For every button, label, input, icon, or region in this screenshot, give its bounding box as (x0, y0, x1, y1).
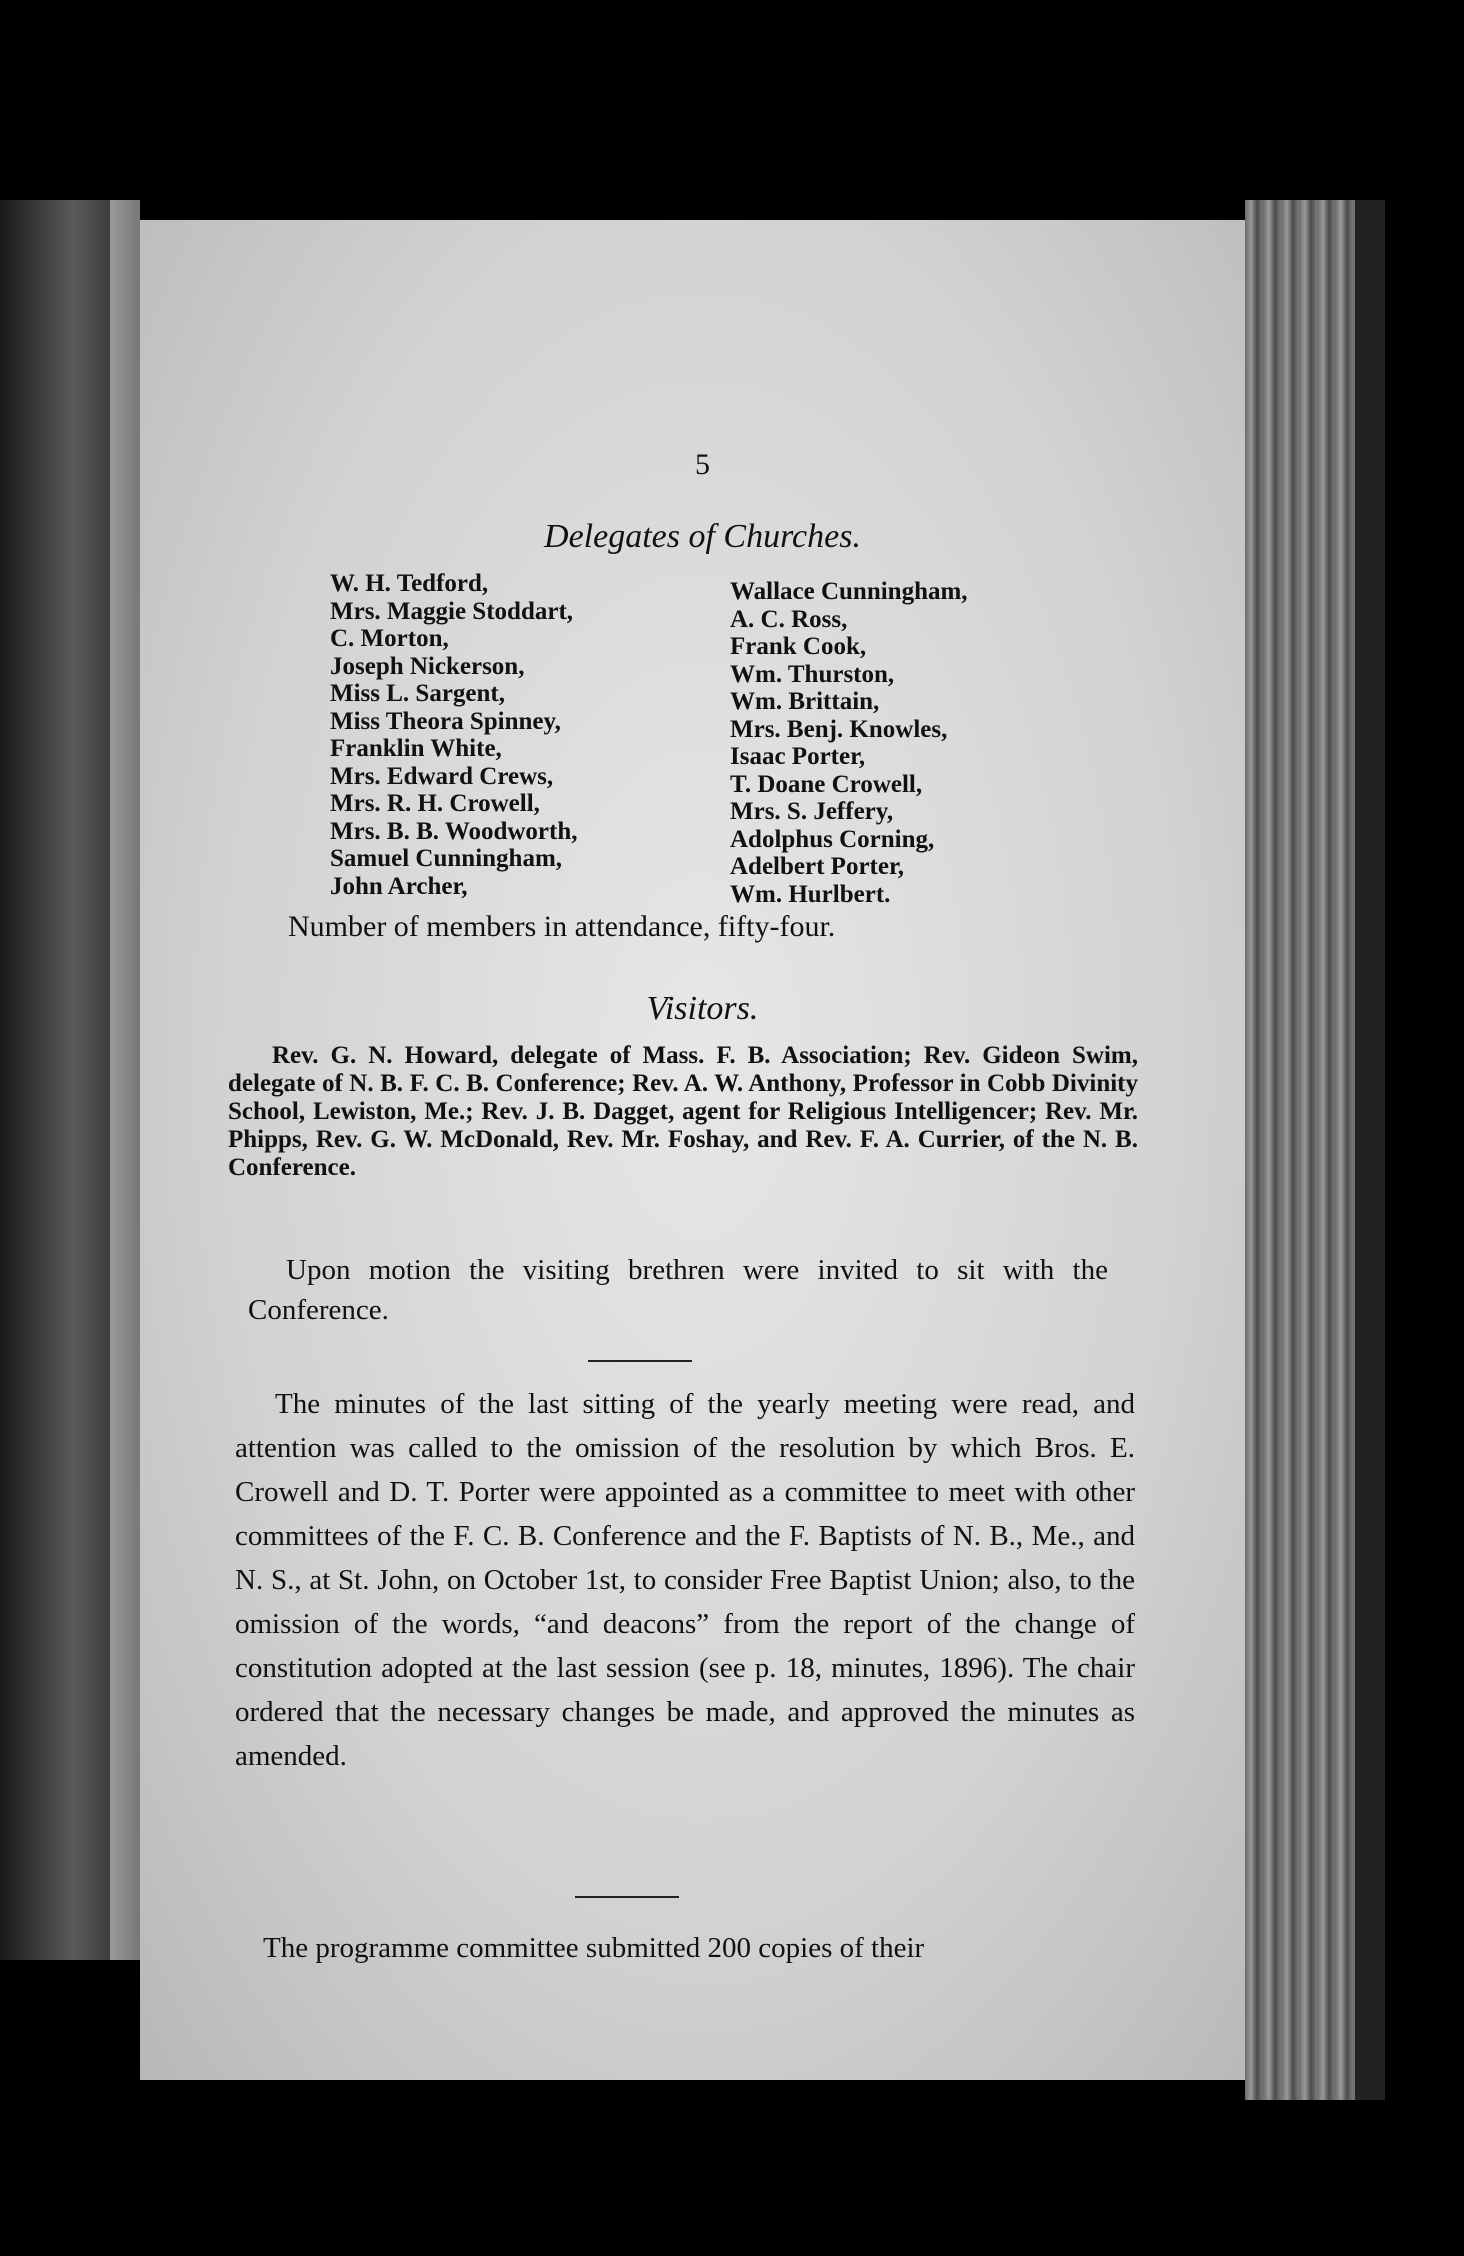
delegate-name: Adolphus Corning, (730, 825, 935, 853)
delegate-name: T. Doane Crowell, (730, 770, 923, 798)
binding-shadow (1355, 200, 1385, 2100)
delegate-name: Miss L. Sargent, (330, 680, 505, 707)
delegate-name: John Archer, (330, 872, 468, 900)
delegate-name: A. C. Ross, (730, 605, 848, 633)
delegate-name: Mrs. Edward Crews, (330, 762, 554, 790)
motion-paragraph: Upon motion the visiting brethren were invited to sit with the Conference. (248, 1254, 1108, 1326)
facing-page-margin (110, 200, 140, 1960)
book-page (140, 220, 1265, 2080)
visitors-heading: Visitors. (646, 990, 759, 1027)
delegate-name: Frank Cook, (730, 633, 867, 660)
delegate-name: Isaac Porter, (730, 743, 866, 770)
delegate-name: Franklin White, (330, 735, 502, 762)
visitors-paragraph: Rev. G. N. Howard, delegate of Mass. F. B. Association; Rev. Gideon Swim, delegate of N. B. F. C. B. Conference; Rev. A. W. Anthony, Professor in Cobb Divinity School, Lewiston, Me.; Rev. J. B. Dagget, agent for Religious Intelligencer; Rev. Mr. Phipps, Rev. G. W. McDonald, Rev. Mr. Foshay, and Rev. F. A. Currier, of the N. B. Conference. (228, 1042, 1138, 1181)
delegate-name: Mrs. Maggie Stoddart, (330, 597, 574, 625)
delegate-name: Mrs. R. H. Crowell, (330, 790, 540, 817)
book-binding (1245, 200, 1365, 2100)
delegate-name: Mrs. B. B. Woodworth, (330, 817, 578, 845)
programme-line: The programme committee submitted 200 copies of their (263, 1932, 925, 1964)
members-attendance-line: Number of members in attendance, fifty-four. (288, 910, 836, 943)
delegates-heading: Delegates of Churches. (544, 518, 861, 555)
delegate-name: Wm. Hurlbert. (730, 880, 891, 908)
delegate-name: C. Morton, (330, 625, 449, 652)
delegate-name: Samuel Cunningham, (330, 845, 563, 872)
page-number: 5 (695, 448, 710, 481)
delegate-name: Wallace Cunningham, (730, 578, 968, 605)
delegate-name: Mrs. Benj. Knowles, (730, 715, 948, 743)
section-divider (588, 1360, 692, 1362)
delegate-name: Joseph Nickerson, (330, 652, 525, 680)
delegate-name: Wm. Thurston, (730, 660, 895, 688)
delegate-name: Adelbert Porter, (730, 853, 905, 880)
section-divider (575, 1896, 679, 1898)
minutes-paragraph: The minutes of the last sitting of the yearly meeting were read, and attention was called to the omission of the resolution by which Bros. E. Crowell and D. T. Porter were appointed as a committee to meet with other committees of the F. C. B. Conference and the F. Baptists of N. B., Me., and N. S., at St. John, on October 1st, to consider Free Baptist Union; also, to the omission of the words, “and deacons” from the report of the change of constitution adopted at the last session (see p. 18, minutes, 1896). The chair ordered that the necessary changes be made, and approved the minutes as amended. (235, 1388, 1135, 1772)
delegates-left-column (330, 570, 577, 900)
delegate-name: Wm. Brittain, (730, 688, 880, 715)
delegate-name: W. H. Tedford, (330, 570, 489, 597)
delegate-name: Miss Theora Spinney, (330, 707, 561, 735)
delegate-name: Mrs. S. Jeffery, (730, 798, 894, 825)
delegates-right-column (730, 578, 968, 908)
